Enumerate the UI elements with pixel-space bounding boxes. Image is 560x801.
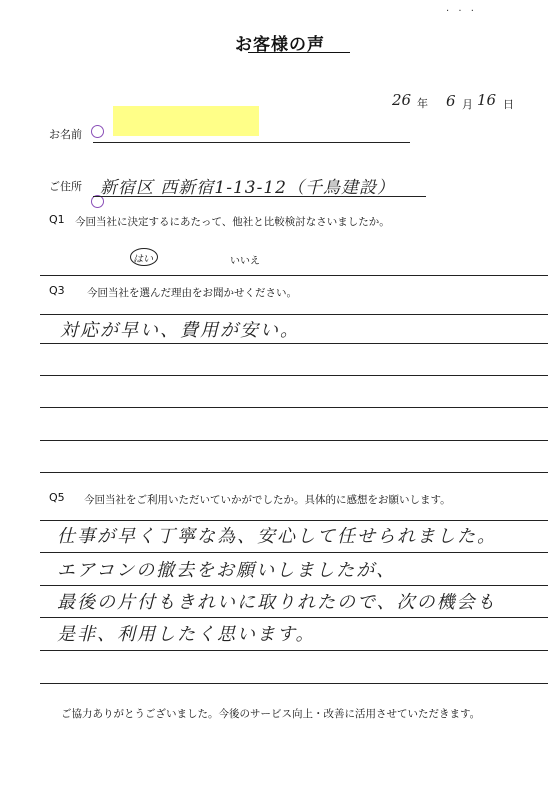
date-day-unit: 日 [503,98,514,111]
q5-answer-rule-5 [40,683,548,684]
q5-answer-line-2: エアコンの撤去をお願いしましたが、 [57,560,397,581]
q3-answer-rule-5 [40,472,548,473]
q5-answer-rule-1 [40,552,548,553]
q1-divider [40,275,548,276]
q5-text: 今回当社をご利用いただいていかがでしたか。具体的に感想をお願いします。 [84,494,451,506]
q3-answer-rule-3 [40,407,548,408]
footer-thanks: ご協力ありがとうございました。今後のサービス向上・改善に活用させていただきます。 [61,708,481,720]
q5-answer-line-1: 仕事が早く丁寧な為、安心して任せられました。 [57,526,497,547]
q3-answer-rule-2 [40,375,548,376]
date-year-unit: 年 [417,97,428,110]
q3-number: Q3 [49,284,65,297]
q1-number: Q1 [49,213,65,226]
q5-answer-rule-top [40,520,548,521]
q5-answer-rule-3 [40,617,548,618]
address-rule [93,196,426,197]
q1-text: 今回当社に決定するにあたって、他社と比較検討なさいましたか。 [75,216,390,228]
date-month: 6 [446,92,456,110]
q5-answer-rule-2 [40,585,548,586]
q1-option-no: いいえ [230,256,260,267]
q5-number: Q5 [49,491,65,504]
page-title: お客様の声 [235,35,325,55]
title-underline [248,52,350,53]
date-year: 26 [392,91,412,109]
name-rule [93,142,410,143]
address-label: ご住所 [49,180,82,193]
q3-text: 今回当社を選んだ理由をお聞かせください。 [87,287,297,299]
q3-answer-rule-1 [40,343,548,344]
q5-answer-rule-4 [40,650,548,651]
name-label: お名前 [49,128,82,141]
q1-option-yes: はい [133,254,153,265]
top-dots: · · · [446,6,477,17]
q5-answer-line-4: 是非、利用したく思います。 [57,624,316,645]
redaction-highlight [113,106,259,136]
q5-answer-line-3: 最後の片付もきれいに取りれたので、次の機会も [57,592,497,613]
q3-answer-rule-4 [40,440,548,441]
name-circle-mark [91,125,104,138]
q3-answer: 対応が早い、費用が安い。 [60,320,300,341]
date-day: 16 [477,91,497,109]
date-month-unit: 月 [462,98,473,111]
q3-answer-rule-top [40,314,548,315]
address-value: 新宿区 西新宿1-13-12（千鳥建設） [100,178,395,198]
